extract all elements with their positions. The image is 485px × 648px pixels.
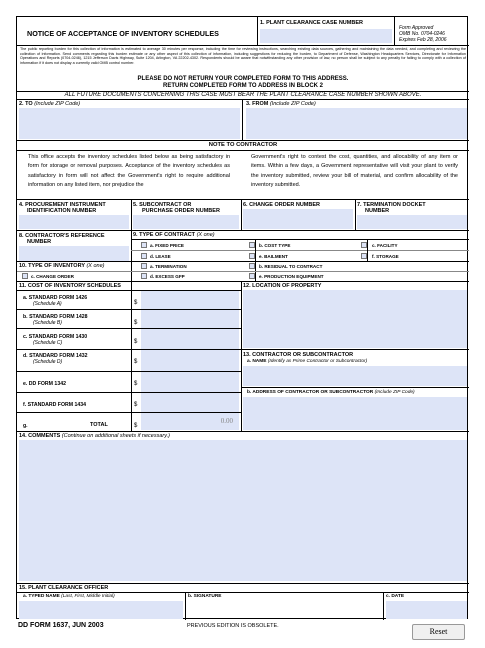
cost-row-f-name: f. STANDARD FORM 1434	[23, 402, 87, 408]
contractor-address-field[interactable]	[243, 397, 467, 430]
cost-row-b-sub: (Schedule B)	[33, 320, 62, 326]
note-right-text: Government's right to contest the cost, quantities, and allocability of any item or items. Within a few days, a Government representative will visit your plant to verify the inventory submitted, review your bill of material, and confirm allocability of the inventory submitted.	[251, 154, 458, 189]
divider	[185, 592, 186, 620]
cost-row-c-sub: (Schedule C)	[33, 340, 63, 346]
production-equipment-checkbox[interactable]	[249, 273, 255, 279]
cost-row-b-field[interactable]	[141, 310, 239, 328]
block9-label: 9. TYPE OF CONTRACT (X one)	[133, 232, 215, 238]
dollar-sign: $	[134, 381, 138, 387]
block5-label-1: 5. SUBCONTRACT OR	[133, 202, 192, 208]
to-address-field[interactable]	[19, 108, 240, 139]
case-number-field[interactable]	[260, 29, 392, 43]
divider	[17, 45, 469, 46]
divider	[131, 281, 132, 431]
bailment-label: e. BAILMENT	[259, 254, 288, 259]
total-label: TOTAL	[90, 422, 108, 428]
divider	[355, 199, 356, 230]
cost-row-e-field[interactable]	[141, 372, 239, 392]
divider	[241, 199, 242, 230]
dollar-sign: $	[134, 339, 138, 345]
block4-label-1: 4. PROCUREMENT INSTRUMENT	[19, 202, 106, 208]
production-equipment-label: e. PRODUCTION EQUIPMENT	[259, 274, 324, 279]
procurement-id-field[interactable]	[19, 215, 129, 229]
termination-checkbox[interactable]	[141, 263, 147, 269]
divider	[17, 431, 469, 432]
divider	[394, 17, 395, 45]
block13a-label: a. NAME (Identify as Prime Contractor or Subcontractor)	[247, 359, 368, 364]
block7-label-2: NUMBER	[365, 208, 390, 214]
omb-number: OMB No. 0704-0246	[399, 31, 445, 37]
divider	[17, 271, 469, 272]
return-notice-1: PLEASE DO NOT RETURN YOUR COMPLETED FORM TO THIS ADDRESS.	[137, 76, 349, 82]
block11-label: 11. COST OF INVENTORY SCHEDULES	[19, 283, 121, 289]
cost-row-a-sub: (Schedule A)	[33, 301, 62, 307]
divider	[131, 230, 132, 261]
fixed-price-label: a. FIXED PRICE	[150, 243, 184, 248]
lease-checkbox[interactable]	[141, 253, 147, 259]
change-order-number-field[interactable]	[243, 209, 353, 229]
divider	[17, 230, 469, 231]
burden-notice: The public reporting burden for this collection of information is estimated to average 30 minutes per response, including the time for reviewing instructions, searching existing data sources, gathering and maintaining the data needed, and completing and reviewing the collection of information. Send comments regarding this burden estimate or any other aspect of this collection of information, including suggestions for reducing the burden, to Department of Defense, Washington Headquarters Services, Directorate for Information Operations and Reports (0704-0246), 1215 Jefferson Davis Highway, Suite 1204, Arlington, VA 22202-4302. Respondents should be aware that notwithstanding any other provision of law, no person shall be subject to any penalty for failing to comply with a collection of information if it does not display a currently valid OMB control number.	[20, 47, 466, 65]
divider	[17, 583, 469, 584]
note-left-text: This office accepts the inventory schedules listed below as being satisfactory in form for storage or removal purposes. Acceptance of the inventory schedules as satisfactory in form will not affect the Government's right to require additional information on any listed item, nor prejudice the	[28, 154, 230, 189]
cost-row-f-field[interactable]	[141, 393, 239, 412]
total-letter: g.	[23, 423, 28, 429]
dollar-sign: $	[134, 320, 138, 326]
facility-label: c. FACILITY	[372, 243, 398, 248]
expiration-date: Expires Feb 28, 2006	[399, 37, 447, 43]
comments-field[interactable]	[19, 440, 467, 581]
residual-to-contract-checkbox[interactable]	[249, 263, 255, 269]
divider	[367, 239, 368, 261]
excess-gfp-checkbox[interactable]	[141, 273, 147, 279]
termination-label: a. TERMINATION	[150, 264, 187, 269]
block2-label: 2. TO (Include ZIP Code)	[19, 101, 81, 107]
bailment-checkbox[interactable]	[249, 253, 255, 259]
return-notice-2: RETURN COMPLETED FORM TO ADDRESS IN BLOCK 2	[162, 83, 323, 89]
cost-row-c-name: c. STANDARD FORM 1430	[23, 334, 88, 340]
dollar-sign: $	[134, 359, 138, 365]
excess-gfp-label: d. EXCESS GFP	[150, 274, 185, 279]
contractor-name-field[interactable]	[243, 366, 467, 386]
note-heading: NOTE TO CONTRACTOR	[208, 142, 278, 148]
cost-row-c-field[interactable]	[141, 329, 239, 349]
divider	[255, 239, 256, 261]
cost-row-d-sub: (Schedule D)	[33, 359, 63, 365]
contractor-reference-field[interactable]	[19, 246, 129, 261]
divider	[131, 199, 132, 230]
block1-label: 1. PLANT CLEARANCE CASE NUMBER	[260, 20, 363, 26]
divider	[242, 99, 243, 140]
termination-docket-field[interactable]	[357, 215, 467, 229]
block3-label: 3. FROM (Include ZIP Code)	[246, 101, 316, 107]
cost-type-label: b. COST TYPE	[259, 243, 291, 248]
dollar-sign: $	[134, 300, 138, 306]
block15a-label: a. TYPED NAME (Last, First, Middle Initial)	[23, 594, 115, 599]
total-value: 0.00	[220, 417, 233, 425]
change-order-checkbox[interactable]	[22, 273, 28, 279]
block8-label-2: NUMBER	[27, 239, 52, 245]
divider	[257, 17, 258, 45]
property-location-field[interactable]	[243, 290, 467, 348]
form-id: DD FORM 1637, JUN 2003	[18, 622, 104, 629]
subcontract-number-field[interactable]	[133, 215, 239, 229]
date-field[interactable]	[386, 601, 467, 619]
cost-row-e-name: e. DD FORM 1342	[23, 381, 66, 387]
divider	[17, 99, 469, 100]
divider	[17, 199, 469, 200]
lease-label: d. LEASE	[150, 254, 171, 259]
divider	[17, 150, 469, 151]
from-address-field[interactable]	[246, 108, 467, 139]
block10-label: 10. TYPE OF INVENTORY (X one)	[19, 263, 105, 269]
block4-label-2: IDENTIFICATION NUMBER	[27, 208, 97, 214]
form-title: NOTICE OF ACCEPTANCE OF INVENTORY SCHEDULES	[27, 29, 219, 38]
cost-row-b-name: b. STANDARD FORM 1428	[23, 314, 88, 320]
form-container	[16, 16, 468, 619]
dollar-sign: $	[134, 402, 138, 408]
divider	[17, 592, 469, 593]
fixed-price-checkbox[interactable]	[141, 242, 147, 248]
block12-label: 12. LOCATION OF PROPERTY	[243, 283, 322, 289]
cost-row-d-name: d. STANDARD FORM 1432	[23, 353, 88, 359]
cost-row-a-field[interactable]	[141, 291, 239, 309]
block8-label-1: 8. CONTRACTOR'S REFERENCE	[19, 233, 105, 239]
block6-label: 6. CHANGE ORDER NUMBER	[243, 202, 321, 208]
divider	[241, 387, 469, 388]
change-order-label: c. CHANGE ORDER	[31, 274, 74, 279]
storage-checkbox[interactable]	[361, 253, 367, 259]
divider	[17, 140, 469, 141]
cost-row-d-field[interactable]	[141, 350, 239, 371]
form-approved-text: Form Approved	[399, 25, 434, 31]
cost-row-a-name: a. STANDARD FORM 1426	[23, 295, 88, 301]
reset-button[interactable]: Reset	[412, 624, 465, 640]
block7-label-1: 7. TERMINATION DOCKET	[357, 202, 426, 208]
typed-name-field[interactable]	[19, 601, 183, 619]
cost-type-checkbox[interactable]	[249, 242, 255, 248]
block13b-label: b. ADDRESS OF CONTRACTOR OR SUBCONTRACTOR (Include ZIP Code)	[247, 390, 415, 395]
divider	[17, 281, 469, 282]
block15c-label: c. DATE	[386, 594, 405, 599]
edition-notice: PREVIOUS EDITION IS OBSOLETE.	[187, 623, 279, 629]
residual-to-contract-label: b. RESIDUAL TO CONTRACT	[259, 264, 323, 269]
divider	[17, 261, 469, 262]
facility-checkbox[interactable]	[361, 242, 367, 248]
block15-label: 15. PLANT CLEARANCE OFFICER	[19, 585, 109, 591]
divider	[131, 250, 469, 251]
divider	[17, 349, 469, 350]
block13-label: 13. CONTRACTOR OR SUBCONTRACTOR	[243, 352, 354, 358]
block5-label-2: PURCHASE ORDER NUMBER	[142, 208, 220, 214]
storage-label: f. STORAGE	[372, 254, 399, 259]
dollar-sign: $	[134, 423, 138, 429]
divider	[383, 592, 384, 620]
future-docs-notice: ALL FUTURE DOCUMENTS CONCERNING THIS CASE MUST BEAR THE PLANT CLEARANCE CASE NUMBER SHOWN ABOVE.	[64, 92, 422, 98]
divider	[131, 239, 469, 240]
divider	[241, 281, 242, 431]
block15b-label: b. SIGNATURE	[188, 594, 222, 599]
block14-label: 14. COMMENTS (Continue on additional sheets if necessary.)	[19, 433, 170, 439]
